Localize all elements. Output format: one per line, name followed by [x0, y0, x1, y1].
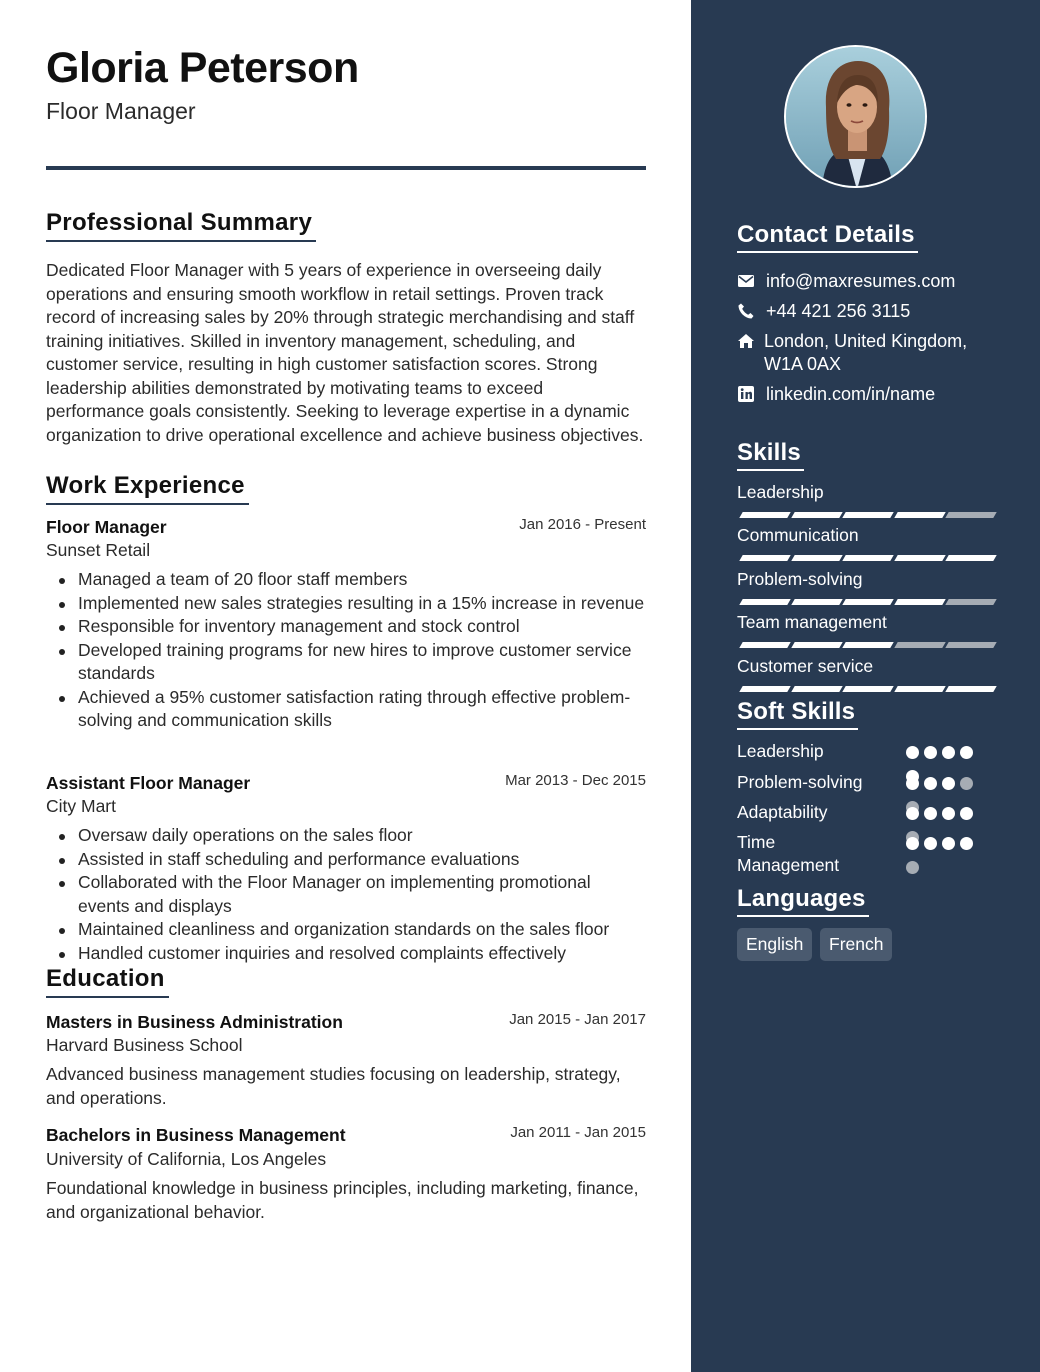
- list-item: Oversaw daily operations on the sales floor: [46, 824, 646, 848]
- education-heading: Education: [46, 965, 169, 998]
- school-name: Harvard Business School: [46, 1035, 243, 1055]
- list-item: Managed a team of 20 floor staff members: [46, 568, 646, 592]
- envelope-icon: [737, 272, 755, 290]
- summary-text: Dedicated Floor Manager with 5 years of experience in overseeing daily operations and ensuring smooth workflow in retail settings. Proven track record of increasing sales by 20% through strategic merchandising and staff training initiatives. Skilled in inventory management, scheduling, and customer service, resulting in high customer satisfaction scores. Strong leadership abilities demonstrated by motivating teams to exceed performance goals consistently. Seeking to leverage expertise in a dynamic organization to drive operational excellence and achieve business objectives.: [46, 260, 644, 445]
- soft-skill-dot: [960, 746, 973, 759]
- list-item: Assisted in staff scheduling and performance evaluations: [46, 848, 646, 872]
- skill-rating-bar: [737, 555, 995, 562]
- skill-name: Customer service: [737, 655, 874, 676]
- language-chip: English: [737, 928, 812, 961]
- job-bullet-list: [46, 824, 646, 965]
- portrait-illustration: [786, 47, 927, 188]
- skill-rating-bar: [737, 599, 995, 606]
- skill-rating-segment: [739, 555, 790, 561]
- skill-rating-segment: [894, 642, 945, 648]
- soft-skill-name: Time Management: [737, 832, 840, 875]
- list-item: Responsible for inventory management and stock control: [46, 615, 646, 639]
- language-chip: French: [820, 928, 892, 961]
- skill-rating-segment: [945, 512, 996, 518]
- candidate-role: Floor Manager: [46, 98, 196, 124]
- skill-rating-segment: [739, 686, 790, 692]
- skill-name: Team management: [737, 612, 887, 633]
- degree-title: Bachelors in Business Management: [46, 1125, 346, 1145]
- skill-rating-segment: [791, 555, 842, 561]
- degree-description: Advanced business management studies focusing on leadership, strategy, and operations.: [46, 1064, 621, 1108]
- languages-heading: Languages: [737, 885, 869, 917]
- list-item: Maintained cleanliness and organization standards on the sales floor: [46, 918, 646, 942]
- profile-photo: [784, 45, 927, 188]
- skill-rating-segment: [739, 512, 790, 518]
- degree-dates: Jan 2011 - Jan 2015: [510, 1124, 646, 1141]
- email-text[interactable]: info@maxresumes.com: [766, 271, 956, 291]
- phone-icon: [737, 302, 755, 320]
- address-text: London, United Kingdom, W1A 0AX: [764, 331, 968, 374]
- phone-text[interactable]: +44 421 256 3115: [766, 301, 911, 321]
- skill-rating-segment: [791, 686, 842, 692]
- skill-rating-segment: [791, 599, 842, 605]
- skill-rating-segment: [945, 686, 996, 692]
- contact-address: [737, 330, 997, 376]
- skill-rating-segment: [739, 599, 790, 605]
- soft-skill-dot: [906, 837, 919, 850]
- skill-rating-segment: [894, 512, 945, 518]
- list-item: Collaborated with the Floor Manager on implementing promotional events and displays: [46, 871, 646, 918]
- skill-name: Problem-solving: [737, 568, 863, 589]
- soft-skill-name: Problem-solving: [737, 772, 863, 792]
- job-company: Sunset Retail: [46, 540, 151, 560]
- skill-rating-bar: [737, 642, 995, 649]
- job-dates: Jan 2016 - Present: [519, 516, 646, 533]
- skill-rating-segment: [842, 555, 893, 561]
- skill-rating-segment: [894, 686, 945, 692]
- soft-skill-dot: [906, 861, 919, 874]
- skill-rating-bar: [737, 512, 995, 519]
- soft-skill-dot: [906, 746, 919, 759]
- skill-rating-segment: [894, 599, 945, 605]
- skill-rating-segment: [842, 686, 893, 692]
- school-name: University of California, Los Angeles: [46, 1149, 327, 1169]
- job-bullet-list: [46, 568, 646, 733]
- skill-name: Leadership: [737, 482, 824, 502]
- contact-email[interactable]: [737, 270, 955, 293]
- skill-rating-segment: [894, 555, 945, 561]
- list-item: Achieved a 95% customer satisfaction rating through effective problem-solving and communication skills: [46, 686, 646, 733]
- skill-rating-segment: [842, 512, 893, 518]
- skill-rating-segment: [945, 642, 996, 648]
- header-divider: [46, 166, 646, 170]
- job-dates: Mar 2013 - Dec 2015: [505, 772, 646, 789]
- soft-skill-name: Adaptability: [737, 802, 828, 822]
- skill-rating-segment: [945, 555, 996, 561]
- skill-rating-segment: [842, 642, 893, 648]
- skill-rating-bar: [737, 686, 995, 693]
- linkedin-text[interactable]: linkedin.com/in/name: [766, 384, 936, 404]
- skill-name: Communication: [737, 525, 859, 546]
- soft-skill-dot: [924, 807, 937, 820]
- candidate-name: Gloria Peterson: [46, 44, 359, 92]
- contact-phone[interactable]: [737, 300, 910, 323]
- linkedin-icon: [737, 385, 755, 403]
- soft-skill-dot: [960, 777, 973, 790]
- skill-rating-segment: [739, 642, 790, 648]
- soft-skill-dot: [906, 807, 919, 820]
- degree-dates: Jan 2015 - Jan 2017: [509, 1011, 646, 1028]
- soft-skill-name: Leadership: [737, 741, 824, 761]
- experience-heading: Work Experience: [46, 472, 249, 505]
- skill-rating-segment: [791, 512, 842, 518]
- soft-skill-dot: [960, 837, 973, 850]
- soft-skill-dot: [942, 837, 955, 850]
- soft-skill-dot: [942, 807, 955, 820]
- skills-heading: Skills: [737, 439, 804, 471]
- soft-skill-dot: [942, 746, 955, 759]
- list-item: Handled customer inquiries and resolved complaints effectively: [46, 942, 646, 966]
- soft-skills-heading: Soft Skills: [737, 698, 858, 730]
- list-item: Implemented new sales strategies resulting in a 15% increase in revenue: [46, 592, 646, 616]
- skill-rating-segment: [842, 599, 893, 605]
- contact-heading: Contact Details: [737, 221, 918, 253]
- soft-skill-dot: [924, 837, 937, 850]
- soft-skill-dot: [906, 777, 919, 790]
- degree-title: Masters in Business Administration: [46, 1012, 343, 1032]
- job-title: Floor Manager: [46, 517, 167, 537]
- job-title: Assistant Floor Manager: [46, 773, 251, 793]
- soft-skill-dot: [942, 777, 955, 790]
- contact-linkedin[interactable]: [737, 383, 935, 406]
- soft-skill-dot: [924, 746, 937, 759]
- skill-rating-segment: [945, 599, 996, 605]
- home-icon: [737, 332, 755, 350]
- summary-heading: Professional Summary: [46, 209, 316, 242]
- job-company: City Mart: [46, 796, 116, 816]
- sidebar: [691, 0, 1040, 1372]
- soft-skill-dot: [924, 777, 937, 790]
- soft-skill-dot: [960, 807, 973, 820]
- list-item: Developed training programs for new hires to improve customer service standards: [46, 639, 646, 686]
- skill-rating-segment: [791, 642, 842, 648]
- degree-description: Foundational knowledge in business principles, including marketing, finance, and organizational behavior.: [46, 1178, 639, 1222]
